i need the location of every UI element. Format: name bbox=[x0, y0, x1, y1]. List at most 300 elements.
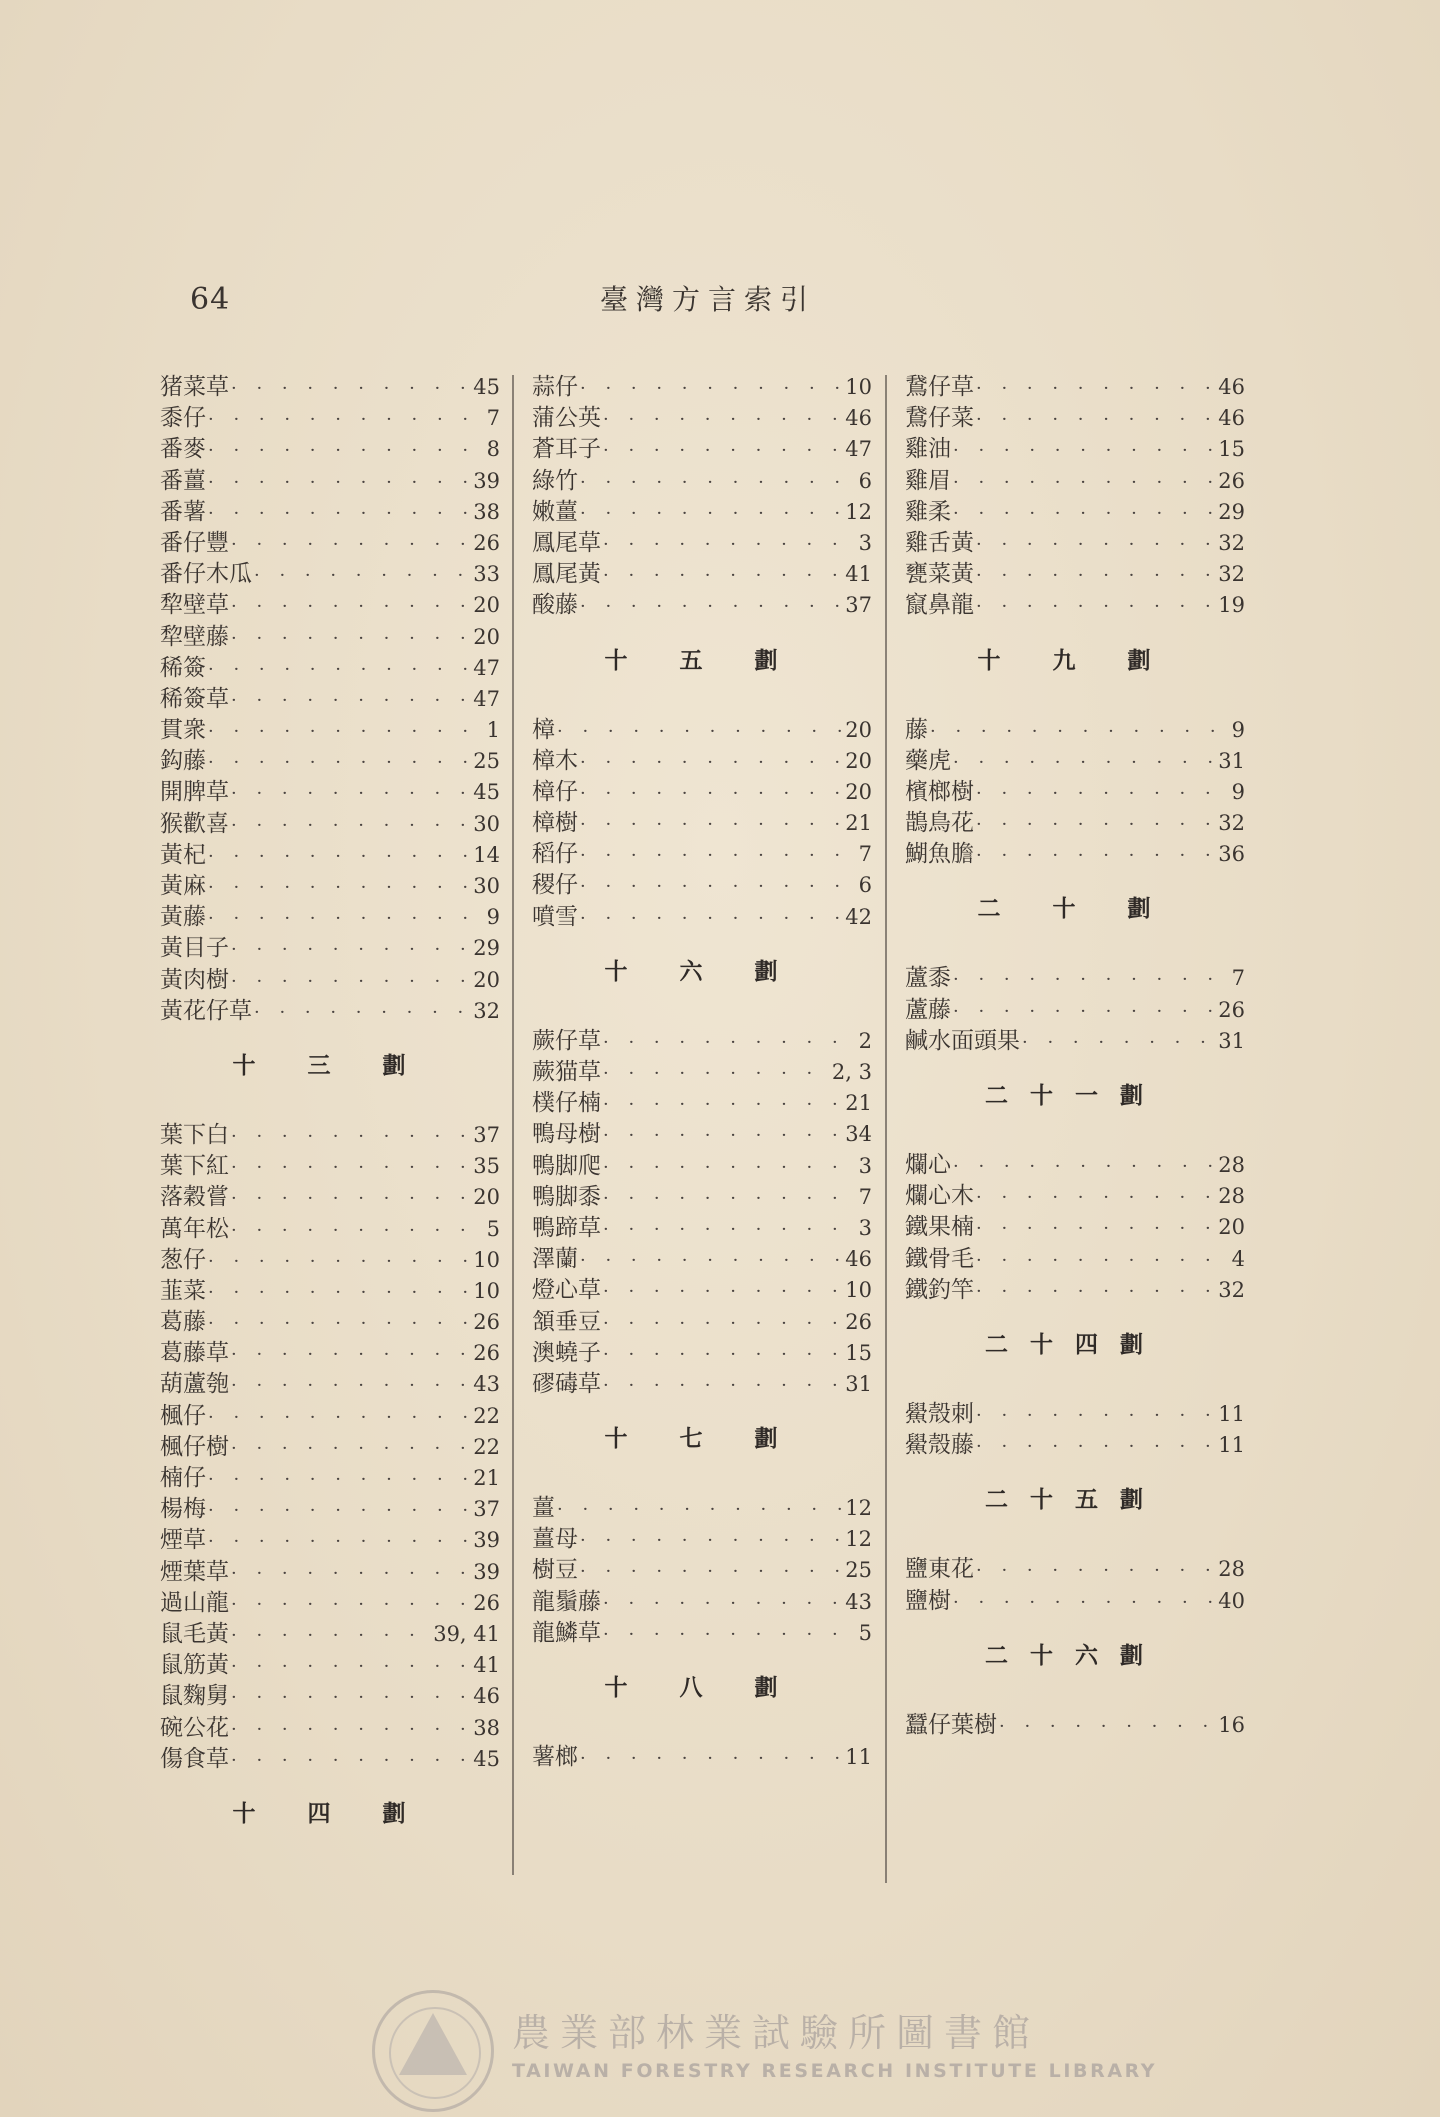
entry-page: 5 bbox=[858, 1620, 872, 1645]
entry-page: 21 bbox=[845, 811, 872, 836]
entry-name: 爛心木 bbox=[905, 1183, 974, 1210]
entry-page: 3 bbox=[858, 530, 872, 555]
section-heading: 十 六 劃 bbox=[604, 958, 800, 985]
entry-name: 蒼耳子 bbox=[532, 436, 601, 463]
entry-name: 黃麻 bbox=[160, 873, 206, 899]
index-entry bbox=[905, 403, 1245, 434]
entry-name: 澤蘭 bbox=[532, 1246, 578, 1273]
dot-leader bbox=[601, 1308, 841, 1339]
section-heading: 二十五劃 bbox=[985, 1487, 1165, 1514]
entry-page: 26 bbox=[473, 1590, 500, 1615]
entry-page: 29 bbox=[1218, 499, 1245, 524]
dot-leader bbox=[229, 1339, 469, 1370]
entry-name: 樹豆 bbox=[532, 1557, 578, 1584]
entry-name: 鴨蹄草 bbox=[532, 1214, 601, 1241]
dot-leader bbox=[252, 560, 469, 591]
entry-page: 32 bbox=[1218, 1277, 1245, 1302]
dot-leader bbox=[578, 1556, 841, 1587]
entry-page: 28 bbox=[1218, 1557, 1245, 1582]
entry-page: 5 bbox=[486, 1216, 500, 1241]
index-entry bbox=[905, 995, 1245, 1026]
index-entry bbox=[532, 466, 872, 497]
institute-seal-icon bbox=[372, 1990, 494, 2112]
entry-name: 葛藤 bbox=[160, 1309, 206, 1336]
index-entry bbox=[160, 1401, 500, 1432]
entry-name: 樟木 bbox=[532, 747, 578, 774]
entry-page: 20 bbox=[473, 593, 500, 618]
dot-leader bbox=[555, 1494, 841, 1525]
entry-name: 鼠筋黃 bbox=[160, 1652, 229, 1679]
entry-page: 47 bbox=[473, 686, 500, 711]
index-entry bbox=[532, 1275, 872, 1306]
dot-leader bbox=[974, 809, 1214, 840]
index-entry bbox=[905, 1430, 1245, 1461]
entry-page: 32 bbox=[1218, 530, 1245, 555]
index-entry bbox=[160, 1494, 500, 1525]
dot-leader bbox=[601, 1058, 828, 1089]
entry-page: 40 bbox=[1218, 1588, 1245, 1613]
index-entry bbox=[160, 902, 500, 933]
entry-page: 36 bbox=[1218, 842, 1245, 867]
dot-leader bbox=[206, 716, 483, 747]
index-entry bbox=[905, 1150, 1245, 1181]
index-entry bbox=[160, 1463, 500, 1494]
index-entry bbox=[160, 809, 500, 840]
dot-leader bbox=[578, 1245, 841, 1276]
index-entry bbox=[160, 996, 500, 1027]
entry-name: 鼠毛黃 bbox=[160, 1620, 229, 1647]
dot-leader bbox=[578, 498, 841, 529]
index-entry bbox=[160, 1276, 500, 1307]
entry-name: 薯榔 bbox=[532, 1744, 578, 1770]
entry-page: 26 bbox=[473, 530, 500, 555]
entry-name: 鹽東花 bbox=[905, 1556, 974, 1583]
entry-page: 7 bbox=[486, 406, 500, 431]
index-entry bbox=[532, 434, 872, 465]
dot-leader bbox=[206, 872, 469, 903]
entry-page: 31 bbox=[1218, 748, 1245, 773]
entry-page: 47 bbox=[845, 437, 872, 462]
index-entry bbox=[160, 653, 500, 684]
index-entry bbox=[532, 1119, 872, 1150]
entry-page: 12 bbox=[845, 1496, 872, 1521]
index-entry bbox=[905, 466, 1245, 497]
entry-name: 鵲鳥花 bbox=[905, 810, 974, 837]
index-entry bbox=[160, 372, 500, 403]
index-entry bbox=[160, 1713, 500, 1744]
dot-leader bbox=[974, 404, 1214, 435]
dot-leader bbox=[974, 1400, 1214, 1431]
section-heading: 二十六劃 bbox=[985, 1642, 1165, 1669]
entry-page: 45 bbox=[473, 1746, 500, 1771]
index-entry bbox=[532, 372, 872, 403]
entry-page: 3 bbox=[858, 1215, 872, 1240]
index-entry bbox=[532, 1369, 872, 1400]
dot-leader bbox=[229, 1433, 469, 1464]
dot-leader bbox=[974, 1213, 1214, 1244]
index-entry bbox=[532, 1244, 872, 1275]
entry-name: 鴨母樹 bbox=[532, 1121, 601, 1148]
index-entry bbox=[905, 1212, 1245, 1243]
entry-name: 楊梅 bbox=[160, 1496, 206, 1523]
dot-leader bbox=[229, 1121, 469, 1152]
entry-name: 稷仔 bbox=[532, 872, 578, 899]
entry-name: 酸藤 bbox=[532, 592, 578, 619]
index-entry bbox=[160, 965, 500, 996]
dot-leader bbox=[951, 435, 1214, 466]
index-entry bbox=[905, 590, 1245, 621]
dot-leader bbox=[974, 1182, 1214, 1213]
entry-page: 35 bbox=[473, 1154, 500, 1179]
entry-name: 藤 bbox=[905, 716, 928, 743]
entry-name: 鵞仔草 bbox=[905, 374, 974, 400]
column-divider-1 bbox=[512, 375, 514, 1875]
entry-page: 6 bbox=[858, 873, 872, 898]
entry-page: 20 bbox=[473, 1185, 500, 1210]
index-entry bbox=[160, 840, 500, 871]
entry-page: 16 bbox=[1218, 1712, 1245, 1737]
section-heading: 十 三 劃 bbox=[232, 1052, 428, 1079]
entry-page: 26 bbox=[845, 1309, 872, 1334]
entry-name: 薑母 bbox=[532, 1526, 578, 1553]
entry-page: 12 bbox=[845, 499, 872, 524]
index-entry bbox=[532, 1555, 872, 1586]
index-entry bbox=[905, 1554, 1245, 1585]
dot-leader bbox=[206, 1464, 469, 1495]
entry-page: 25 bbox=[845, 1558, 872, 1583]
entry-page: 37 bbox=[473, 1122, 500, 1147]
dot-leader bbox=[229, 685, 469, 716]
dot-leader bbox=[555, 716, 841, 747]
dot-leader bbox=[229, 623, 469, 654]
dot-leader bbox=[206, 1526, 469, 1557]
index-entry bbox=[905, 1181, 1245, 1212]
index-entry bbox=[160, 1151, 500, 1182]
dot-leader bbox=[1020, 1027, 1214, 1058]
dot-leader bbox=[229, 1651, 469, 1682]
entry-name: 鹹水面頭果 bbox=[905, 1027, 1020, 1054]
dot-leader bbox=[997, 1711, 1214, 1742]
dot-leader bbox=[206, 841, 469, 872]
index-entry bbox=[160, 1338, 500, 1369]
index-entry bbox=[160, 1619, 500, 1650]
entry-page: 7 bbox=[1231, 966, 1245, 991]
index-entry bbox=[532, 497, 872, 528]
dot-leader bbox=[206, 435, 483, 466]
entry-name: 鈎藤 bbox=[160, 748, 206, 775]
entry-name: 開脾草 bbox=[160, 779, 229, 806]
dot-leader bbox=[206, 404, 483, 435]
entry-page: 6 bbox=[858, 468, 872, 493]
entry-page: 39, 41 bbox=[433, 1621, 500, 1646]
dot-leader bbox=[951, 467, 1214, 498]
entry-name: 竄鼻龍 bbox=[905, 592, 974, 619]
index-entry bbox=[160, 622, 500, 653]
dot-leader bbox=[252, 997, 469, 1028]
entry-page: 41 bbox=[473, 1653, 500, 1678]
entry-page: 3 bbox=[858, 1153, 872, 1178]
index-column-1 bbox=[160, 372, 500, 1868]
dot-leader bbox=[229, 1183, 469, 1214]
dot-leader bbox=[974, 1431, 1214, 1462]
entry-name: 稻仔 bbox=[532, 841, 578, 868]
entry-page: 20 bbox=[473, 967, 500, 992]
index-entry bbox=[160, 1369, 500, 1400]
entry-page: 9 bbox=[1231, 717, 1245, 742]
entry-page: 47 bbox=[473, 655, 500, 680]
entry-page: 7 bbox=[858, 1184, 872, 1209]
dot-leader bbox=[229, 934, 469, 965]
entry-name: 番麥 bbox=[160, 436, 206, 463]
entry-name: 番薑 bbox=[160, 467, 206, 494]
entry-page: 10 bbox=[845, 1278, 872, 1303]
entry-page: 15 bbox=[845, 1340, 872, 1365]
dot-leader bbox=[601, 1370, 841, 1401]
index-entry bbox=[905, 434, 1245, 465]
entry-page: 20 bbox=[1218, 1215, 1245, 1240]
entry-name: 黃花仔草 bbox=[160, 997, 252, 1024]
entry-page: 2, 3 bbox=[831, 1060, 872, 1084]
dot-leader bbox=[601, 1183, 855, 1214]
entry-name: 澳蟯子 bbox=[532, 1339, 601, 1366]
index-entry bbox=[160, 1744, 500, 1775]
page-title: 臺灣方言索引 bbox=[600, 283, 817, 316]
entry-name: 傷食草 bbox=[160, 1745, 229, 1772]
entry-name: 黍仔 bbox=[160, 405, 206, 432]
entry-name: 猴歡喜 bbox=[160, 810, 229, 837]
entry-name: 鹽樹 bbox=[905, 1587, 951, 1614]
entry-name: 雞眉 bbox=[905, 467, 951, 494]
entry-name: 檳榔樹 bbox=[905, 778, 974, 805]
entry-page: 22 bbox=[473, 1434, 500, 1459]
index-entry bbox=[905, 1586, 1245, 1617]
dot-leader bbox=[974, 778, 1228, 809]
index-entry bbox=[160, 933, 500, 964]
index-entry bbox=[532, 1182, 872, 1213]
entry-page: 15 bbox=[1218, 437, 1245, 462]
dot-leader bbox=[206, 747, 469, 778]
dot-leader bbox=[578, 467, 855, 498]
entry-page: 11 bbox=[1218, 1401, 1245, 1426]
dot-leader bbox=[229, 778, 469, 809]
entry-name: 樟樹 bbox=[532, 810, 578, 837]
entry-page: 20 bbox=[473, 624, 500, 649]
entry-page: 12 bbox=[845, 1527, 872, 1552]
entry-name: 蒲公英 bbox=[532, 405, 601, 432]
section-heading: 十 七 劃 bbox=[604, 1426, 800, 1453]
entry-page: 28 bbox=[1218, 1184, 1245, 1209]
index-entry bbox=[532, 1587, 872, 1618]
dot-leader bbox=[974, 529, 1214, 560]
section-heading: 二 十 劃 bbox=[977, 896, 1173, 923]
index-entry bbox=[160, 1120, 500, 1151]
index-entry bbox=[532, 808, 872, 839]
index-entry bbox=[160, 1525, 500, 1556]
entry-page: 45 bbox=[473, 375, 500, 399]
dot-leader bbox=[229, 966, 469, 997]
index-entry bbox=[160, 466, 500, 497]
entry-page: 26 bbox=[1218, 997, 1245, 1022]
entry-page: 33 bbox=[473, 562, 500, 587]
index-entry bbox=[905, 528, 1245, 559]
dot-leader bbox=[974, 591, 1214, 622]
entry-name: 碗公花 bbox=[160, 1714, 229, 1741]
index-entry bbox=[905, 777, 1245, 808]
entry-page: 19 bbox=[1218, 593, 1245, 618]
entry-name: 蕨猫草 bbox=[532, 1059, 601, 1085]
index-column-2 bbox=[532, 372, 872, 1773]
index-entry bbox=[160, 590, 500, 621]
index-entry bbox=[160, 1650, 500, 1681]
dot-leader bbox=[229, 1589, 469, 1620]
index-entry bbox=[905, 963, 1245, 994]
entry-name: 蠶仔葉樹 bbox=[905, 1711, 997, 1738]
index-entry bbox=[160, 777, 500, 808]
dot-leader bbox=[206, 1402, 469, 1433]
dot-leader bbox=[578, 809, 841, 840]
dot-leader bbox=[578, 747, 841, 778]
index-entry bbox=[905, 1244, 1245, 1275]
index-entry bbox=[532, 1618, 872, 1649]
section-heading: 十 五 劃 bbox=[604, 647, 800, 674]
dot-leader bbox=[206, 903, 483, 934]
dot-leader bbox=[229, 591, 469, 622]
entry-name: 黃肉樹 bbox=[160, 966, 229, 993]
dot-leader bbox=[928, 716, 1228, 747]
dot-leader bbox=[229, 810, 469, 841]
index-entry bbox=[160, 434, 500, 465]
entry-page: 26 bbox=[1218, 468, 1245, 493]
index-entry bbox=[160, 715, 500, 746]
dot-leader bbox=[206, 1246, 469, 1277]
dot-leader bbox=[601, 1588, 841, 1619]
dot-leader bbox=[974, 1276, 1214, 1307]
index-entry bbox=[532, 870, 872, 901]
dot-leader bbox=[578, 1743, 841, 1774]
entry-page: 39 bbox=[473, 1528, 500, 1553]
entry-page: 39 bbox=[473, 1559, 500, 1584]
section-heading: 二十一劃 bbox=[985, 1083, 1165, 1109]
index-entry bbox=[532, 1742, 872, 1773]
index-entry bbox=[532, 1151, 872, 1182]
entry-name: 煙草 bbox=[160, 1527, 206, 1554]
library-name-en: TAIWAN FORESTRY RESEARCH INSTITUTE LIBRARY bbox=[512, 2060, 1158, 2082]
index-entry bbox=[160, 1588, 500, 1619]
entry-name: 龍鱗草 bbox=[532, 1619, 601, 1646]
entry-name: 鐵骨毛 bbox=[905, 1245, 974, 1272]
entry-page: 37 bbox=[845, 593, 872, 618]
index-entry bbox=[160, 1557, 500, 1588]
dot-leader bbox=[601, 1619, 855, 1650]
dot-leader bbox=[974, 560, 1214, 591]
dot-leader bbox=[601, 1152, 855, 1183]
index-entry bbox=[160, 1307, 500, 1338]
dot-leader bbox=[578, 903, 841, 934]
dot-leader bbox=[206, 1308, 469, 1339]
entry-page: 26 bbox=[473, 1341, 500, 1366]
entry-page: 31 bbox=[845, 1371, 872, 1396]
entry-page: 42 bbox=[845, 904, 872, 929]
entry-name: 龍鬚藤 bbox=[532, 1588, 601, 1615]
entry-page: 29 bbox=[473, 936, 500, 961]
index-entry bbox=[160, 1214, 500, 1245]
dot-leader bbox=[951, 747, 1214, 778]
entry-page: 30 bbox=[473, 811, 500, 836]
entry-page: 11 bbox=[845, 1745, 872, 1769]
entry-name: 猪菜草 bbox=[160, 374, 229, 400]
entry-name: 黃藤 bbox=[160, 904, 206, 931]
index-entry bbox=[160, 1245, 500, 1276]
dot-leader bbox=[578, 778, 841, 809]
entry-page: 39 bbox=[473, 468, 500, 493]
entry-name: 鱟殼刺 bbox=[905, 1400, 974, 1427]
dot-leader bbox=[951, 1151, 1214, 1182]
section-heading: 十 四 劃 bbox=[232, 1800, 428, 1827]
entry-name: 藥虎 bbox=[905, 747, 951, 774]
dot-leader bbox=[206, 498, 469, 529]
entry-page: 43 bbox=[845, 1589, 872, 1614]
dot-leader bbox=[974, 373, 1214, 404]
entry-page: 46 bbox=[845, 1247, 872, 1272]
dot-leader bbox=[951, 964, 1228, 995]
dot-leader bbox=[206, 1277, 469, 1308]
entry-name: 燈心草 bbox=[532, 1277, 601, 1304]
entry-name: 楓仔樹 bbox=[160, 1433, 229, 1460]
entry-page: 38 bbox=[473, 499, 500, 524]
entry-name: 蒜仔 bbox=[532, 374, 578, 400]
dot-leader bbox=[601, 1027, 855, 1058]
entry-page: 38 bbox=[473, 1715, 500, 1740]
entry-page: 9 bbox=[1231, 779, 1245, 804]
entry-name: 稀簽 bbox=[160, 654, 206, 681]
index-entry bbox=[532, 777, 872, 808]
entry-page: 10 bbox=[845, 375, 872, 399]
entry-name: 葛藤草 bbox=[160, 1340, 229, 1367]
index-entry bbox=[532, 528, 872, 559]
entry-name: 雞柔 bbox=[905, 498, 951, 525]
index-entry bbox=[160, 1681, 500, 1712]
library-name-cn: 農業部林業試驗所圖書館 bbox=[512, 2011, 1041, 2055]
entry-page: 21 bbox=[845, 1091, 872, 1116]
dot-leader bbox=[974, 1555, 1214, 1586]
entry-name: 鱟殼藤 bbox=[905, 1432, 974, 1459]
entry-name: 噴雪 bbox=[532, 903, 578, 930]
section-heading: 二十四劃 bbox=[985, 1331, 1165, 1358]
dot-leader bbox=[578, 871, 855, 902]
entry-name: 鰗魚膽 bbox=[905, 841, 974, 868]
dot-leader bbox=[578, 373, 841, 404]
dot-leader bbox=[951, 1587, 1214, 1618]
entry-page: 10 bbox=[473, 1247, 500, 1272]
entry-name: 鐵釣竿 bbox=[905, 1276, 974, 1303]
index-entry bbox=[532, 1088, 872, 1119]
entry-name: 犂壁草 bbox=[160, 592, 229, 619]
dot-leader bbox=[601, 529, 855, 560]
dot-leader bbox=[974, 840, 1214, 871]
dot-leader bbox=[229, 1152, 469, 1183]
entry-page: 45 bbox=[473, 780, 500, 805]
index-entry bbox=[905, 1710, 1245, 1741]
index-entry bbox=[532, 403, 872, 434]
dot-leader bbox=[229, 1215, 483, 1246]
dot-leader bbox=[206, 654, 469, 685]
index-entry bbox=[160, 746, 500, 777]
entry-page: 46 bbox=[845, 406, 872, 431]
dot-leader bbox=[601, 1339, 841, 1370]
dot-leader bbox=[601, 1089, 841, 1120]
index-entry bbox=[532, 1057, 872, 1088]
entry-page: 21 bbox=[473, 1466, 500, 1490]
